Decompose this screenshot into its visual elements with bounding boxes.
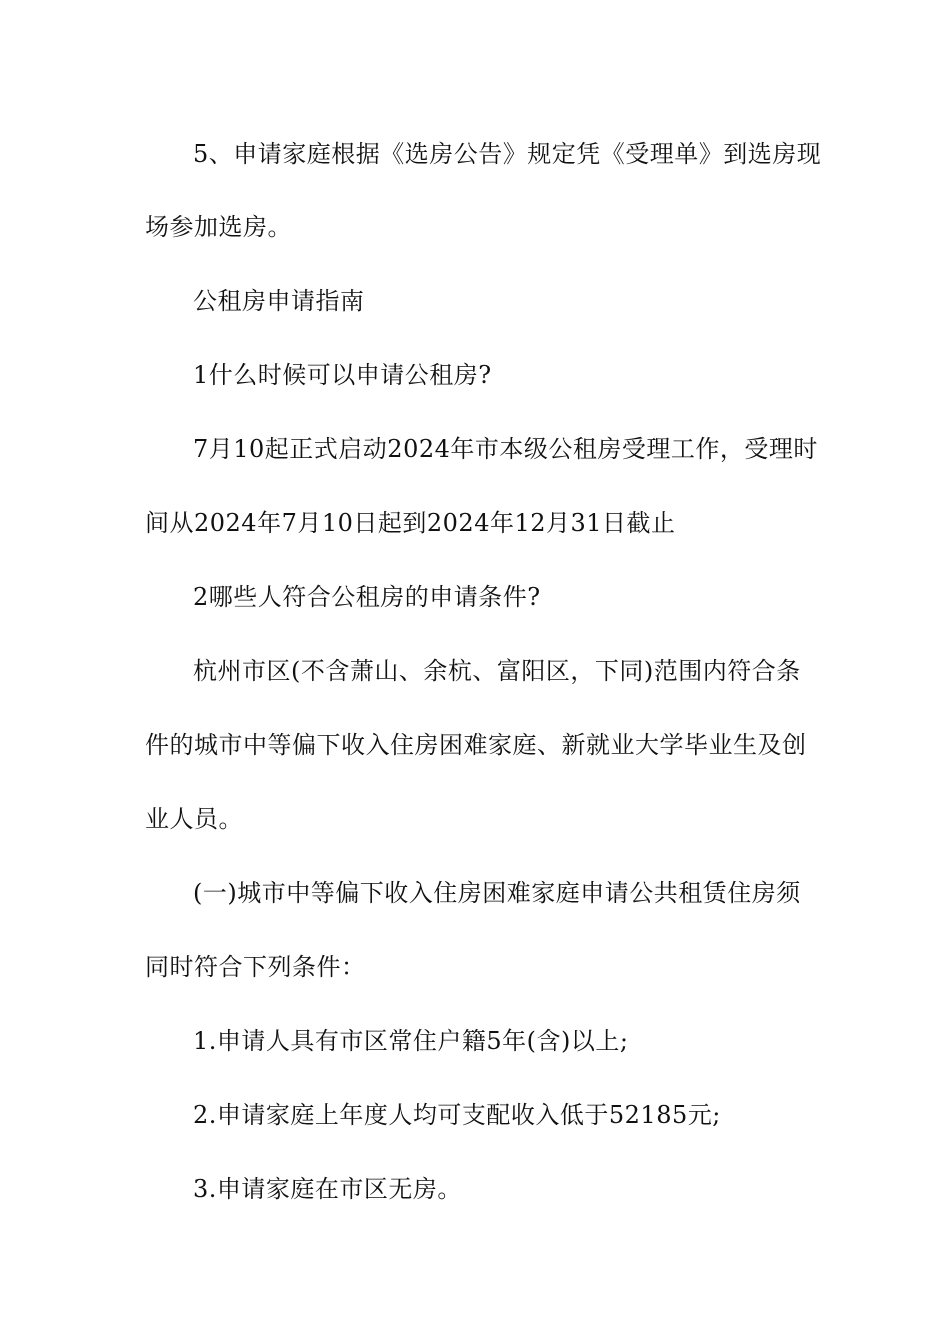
list-item: 3.申请家庭在市区无房。 — [193, 1175, 462, 1203]
section-heading: 公租房申请指南 — [193, 287, 365, 315]
list-item: 2.申请家庭上年度人均可支配收入低于52185元; — [193, 1101, 721, 1129]
paragraph-line: 场参加选房。 — [145, 213, 292, 241]
paragraph-line: 间从2024年7月10日起到2024年12月31日截止 — [145, 509, 676, 537]
paragraph-line: 7月10起正式启动2024年市本级公租房受理工作，受理时 — [193, 435, 818, 463]
question-heading: 1什么时候可以申请公租房? — [193, 361, 492, 389]
paragraph-line: 业人员。 — [145, 805, 243, 833]
paragraph-line: 同时符合下列条件： — [145, 953, 366, 981]
list-item: 1.申请人具有市区常住户籍5年(含)以上; — [193, 1027, 629, 1055]
paragraph-line: 件的城市中等偏下收入住房困难家庭、新就业大学毕业生及创 — [145, 731, 807, 759]
paragraph-line: 5、申请家庭根据《选房公告》规定凭《受理单》到选房现 — [193, 140, 822, 168]
paragraph-line: 杭州市区(不含萧山、余杭、富阳区，下同)范围内符合条 — [193, 657, 801, 685]
paragraph-line: (一)城市中等偏下收入住房困难家庭申请公共租赁住房须 — [193, 879, 801, 907]
question-heading: 2哪些人符合公租房的申请条件? — [193, 583, 541, 611]
